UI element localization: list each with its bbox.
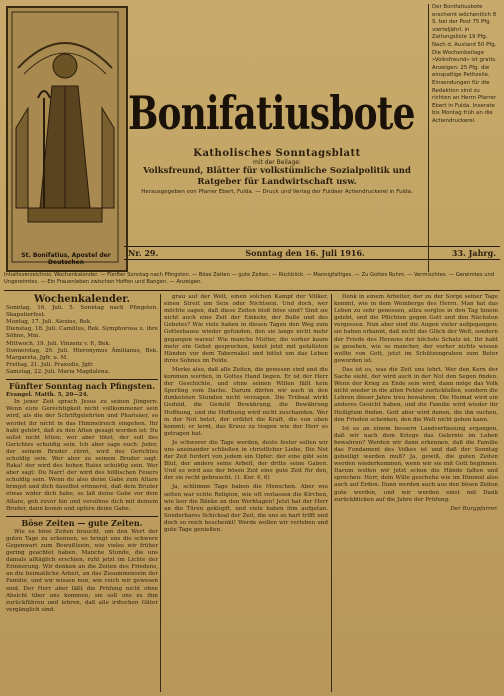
issue-date: Sonntag den 16. Juli 1916. — [245, 248, 365, 258]
calendar-heading: Wochenkalender. — [33, 294, 131, 305]
section-divider — [6, 379, 158, 380]
saint-figure-icon — [8, 8, 122, 266]
essay-heading: Böse Zeiten — gute Zeiten. — [21, 517, 143, 528]
right-column — [334, 294, 498, 692]
calendar-entry: Montag, 17. Juli. Alexius, Bek. — [6, 319, 92, 326]
issue-year: 33. Jahrg. — [451, 248, 496, 258]
left-column — [6, 294, 158, 692]
calendar-entry: Sonntag, 16. Juli. 5. Sonntag nach Pfingsten. Skapulierfest. — [6, 305, 158, 319]
saint-emblem — [6, 6, 128, 272]
newspaper-title: Bonifatiusbote — [128, 86, 415, 140]
column-rule — [160, 294, 161, 692]
calendar-entry: Mittwoch, 19. Juli. Vinzenz v. P., Bek. — [6, 340, 111, 347]
gospel-text: In jener Zeit sprach Jesus zu seinen Jüngern: Wenn eure Gerechtigkeit nicht vollkommener sein wird, als die der Schriftgelehrten und Pharisäer, so werdet ihr nicht in das Himmelreich eingehen. Ihr habt gehört, daß zu den Alten gesagt worden ist: Du sollst nicht töten; wer aber tötet, der soll des Gerichtes schuldig sein. Ich aber sage euch: Jeder, der seinem Bruder zürnt, wird des Gerichtes schuldig sein. Wer aber zu seinem Bruder sagt: Raka! der wird des hohen Rates schuldig sein. Wer aber sagt: Du Narr! der wird des höllischen Feuers schuldig sein. Wenn du also deine Gabe zum Altare bringst und dich daselbst erinnerst, daß dein Bruder etwas wider dich habe, so laß deine Gabe vor dem Altare, geh zuvor hin und versöhne dich mit deinem Bruder, dann komm und opfere deine Gabe. — [6, 399, 158, 512]
article-paragraph: grau auf der Welt, einen solchen Kampf der Völker, einen Streit um Sein oder Nichtsein. Und doch, wer möchte sagen, daß diese Zeiten bloß böse sind? Sind sie nicht auch eine Zeit der Einkehr, der Buße und des Gebetes? Wie viele haben in diesen Tagen den Weg zum Gotteshause wieder gefunden, den sie lange nicht mehr gegangen waren! Wie manche Mutter, die vorher kaum mehr ein Gebet gesprochen, kniet jetzt mit gefalteten Händen vor dem Tabernakel und bittet um das Leben ihres Sohnes im Felde. — [164, 294, 328, 364]
article-paragraph: Je schwerer die Tage werden, desto fester sollen wir uns aneinander schließen in christlicher Liebe. Die Not der Zeit fordert von jedem ein Opfer: der eine gibt sein Blut, der andere seine Arbeit, der dritte seine Gaben. Und so wird aus der bösen Zeit eine gute Zeit für den, der sie recht gebraucht. (1. Kor. 4, 6) — [164, 439, 328, 482]
gospel-heading: Fünfter Sonntag nach Pfingsten. — [8, 381, 155, 392]
masthead — [4, 4, 424, 272]
gospel-reference: Evangel. Matth. 5, 20—24. — [6, 392, 89, 399]
issue-bar — [124, 246, 500, 260]
subtitle-block — [128, 148, 426, 195]
table-of-contents: Inhaltsverzeichnis: Wochenkalender. — Fünfter Sonntag nach Pfingsten. — Böse Zeiten — gute Zeiten. — Rückblick. — Mannigfaltiges. — Zu Gottes Ruhm. — Vermischtes. — Gereimtes und Ungereimtes. — Ein Frauenleben zwischen Hoffen und Bangen. — Anzeigen. — [4, 272, 500, 291]
calendar-entry: Donnerstag, 20. Juli. Hieronymus Ämilianus, Bek. Margareta, Jgfr. u. M. — [6, 347, 158, 361]
article-paragraph: Ja, schlimme Tage haben die Menschen. Aber wie selten war echte Religion, wie oft verlassen die Kirchen, wie leer die Bänke an den Werktagen! Jetzt hat der Herr an die Türen geklopft, und viele haben ihm aufgetan. Sonderbares Schicksal der Zeit, die uns so hart trifft und doch so reich beschenkt! Werde wollen wir verleben und gute Tage genießen. — [164, 484, 328, 533]
article-paragraph: Denk in einem Arbeiter, der zu der Sorge seiner Tage kommt, wie in dem Weinberge des Herrn. Man hat das Leben zu sehr genossen, allzu sorglos in den Tag hinein gelebt, und die Pflichten gegen Gott und den Nächsten vergessen. Nun aber sind die Augen vieler aufgegangen; sie haben erkannt, daß nicht das Glück der Welt, sondern der Friede des Herzens der höchste Schatz ist. Ihr habt ja gesehen, wie so mancher, der vorher nichts wissen wollte von Gott, jetzt im Schützengraben zum Beter geworden ist. — [334, 294, 498, 364]
article-paragraph: Das ist es, was die Zeit uns lehrt. Wer den Kern der Sache sieht, der wird auch in der Not den Segen finden. Wenn der Krieg zu Ende sein wird, dann möge das Volk nicht wieder in die alten Fehler zurückfallen, sondern die Lehren dieser Jahre treu bewahren. Die Heimat wird ein anderes Gesicht haben, und die Familie wird wieder ihr Heiligtum finden. Gott aber wird denen, die ihn suchen, den Frieden schenken, den die Welt nicht geben kann. — [334, 366, 498, 423]
emblem-caption: St. Bonifatius, Apostel der Deutschen — [21, 252, 111, 266]
article-paragraph: Merke also, daß alle Zeiten, die gewesen sind und die kommen werden, in Gottes Hand liegen. Er ist der Herr der Geschichte, und ohne seinen Willen fällt kein Sperling vom Dache. Darum dürfen wir auch in den dunkelsten Stunden nicht verzagen. Die Trübsal wirkt Geduld, die Geduld Bewährung, die Bewährung Hoffnung, und die Hoffnung wird nicht zuschanden. Wer in der Not betet, der erfährt die Kraft, die von oben kommt; er lernt, das Kreuz zu tragen wie der Herr es getragen hat. — [164, 366, 328, 437]
calendar-entry: Freitag, 21. Juli. Praxedis, Jgfr. — [6, 361, 94, 368]
column-rule — [331, 294, 332, 692]
calendar-entry: Dienstag, 18. Juli. Camillus, Bek. Symphorosa u. ihre Söhne, Mm. — [6, 326, 158, 340]
article-paragraph: Ist es an einem bessern Landverfassung ergangen, daß wir nach dem Kriege das Gelernte im Leben bewahren? Werden wir dann erkennen, daß die Familie das Fundament des Volkes ist und daß der Sonntag geheiligt werden muß? Ja, gewiß, die guten Zeiten werden wiederkommen, wenn wir sie mit Gott beginnen. Darum wollen wir jetzt schon die Hände falten und sprechen: Herr, dein Wille geschehe wie im Himmel also auch auf Erden. Dann werden auch aus den bösen Zeiten gute werden, und wir werden einst mit Dank zurückblicken auf die Jahre der Prüfung. — [334, 425, 498, 503]
author-signature: Der Burgpfarrer. — [450, 505, 498, 512]
subtitle-supplement: Volksfreund, Blätter für volkstümliche Sozialpolitik und Ratgeber für Landwirtschaft usw. — [143, 166, 411, 187]
subscription-info: Der Bonifatiusbote erscheint wöchentlich 8 S. bei der Post 75 Pfg. vierteljährl. in Zeitungsliste 19 Pfg. Nach d. Ausland 50 Pfg. Die Wochenbeilage »Volksfreund« ist gratis. Anzeigen: 25 Pfg. die einspaltige Petitzeile. Einsendungen für die Redaktion sind zu richten an Herrn Pfarrer Ebert in Fulda. Inserate bis Montag früh an die Actiendruckerei. — [428, 4, 500, 272]
section-divider — [6, 516, 158, 517]
essay-text: Wie es böse Zeiten braucht, um den Wert der guten Tage zu erkennen, so bringt uns die schwere Gegenwart zum Bewußtsein, wie vieles wir früher gering geachtet haben. Manche Stunde, die uns damals alltäglich erschien, ruht jetzt im Lichte der Erinnerung. Wir denken an die Zeiten des Friedens, an die heimatliche Arbeit, an das Zusammensein der Familie, und wir wissen nun, wie reich wir gewesen sind. Der Herr aber läßt die Prüfung nicht ohne Absicht über uns kommen; sie soll uns zu ihm zurückführen und lehren, daß alle irdischen Güter vergänglich sind. — [6, 528, 158, 613]
subtitle-main: Katholisches Sonntagsblatt — [193, 148, 361, 159]
subtitle-supplement-label: mit der Beilage: — [253, 159, 301, 166]
calendar-entry: Samstag, 22. Juli. Maria Magdalena. — [6, 368, 110, 375]
issue-number: Nr. 29. — [128, 248, 159, 258]
publisher-line: Herausgegeben von Pfarrer Ebert, Fulda. — Druck und Verlag der Fuldaer Actiendruckerei in Fulda. — [141, 189, 413, 195]
middle-column — [164, 294, 328, 692]
